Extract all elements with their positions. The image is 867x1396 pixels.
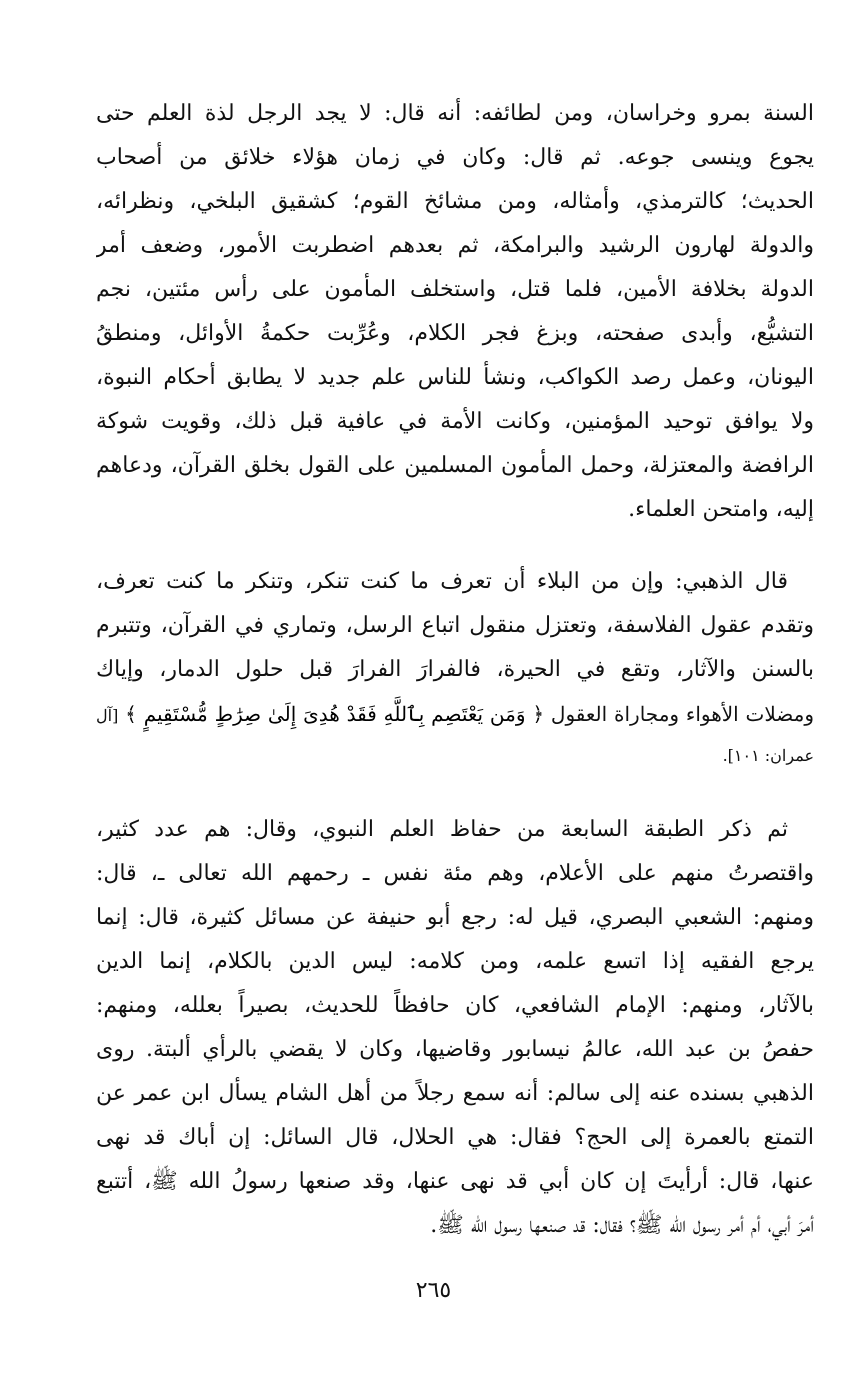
text-line: حفصُ بن عبد الله، عالمُ نيسابور وقاضيها، وكان لا يقضي بالرأي ألبتة. روى [96, 1037, 814, 1062]
text-line: التشيُّع، وأبدى صفحته، وبزغ فجر الكلام، وعُرِّبت حكمةُ الأوائل، ومنطقُ [96, 321, 814, 346]
text-line: الحديث؛ كالترمذي، وأمثاله، ومن مشائخ القوم؛ كشقيق البلخي، ونظرائه، [96, 189, 814, 214]
line-text: ومضلات الأهواء ومجاراة العقول [550, 702, 814, 726]
text-line: بالآثار، ومنهم: الإمام الشافعي، كان حافظاً للحديث، بصيراً بعلله، ومنهم: [96, 993, 814, 1018]
text-line: ومنهم: الشعبي البصري، قيل له: رجع أبو حنيفة عن مسائل كثيرة، قال: إنما [96, 905, 814, 930]
text-line: بالسنن والآثار، وتقع في الحيرة، فالفرارَ الفرارَ قبل حلول الدمار، وإياك [96, 657, 814, 682]
paragraph-1 [96, 92, 814, 532]
text-line: التمتع بالعمرة إلى الحج؟ فقال: هي الحلال، قال السائل: إن أباك قد نهى [96, 1125, 814, 1150]
page-number: ٢٦٥ [415, 1278, 452, 1303]
paragraph-2 [96, 560, 814, 776]
text-line: إليه، وامتحن العلماء. [628, 497, 814, 522]
text-line: ثم ذكر الطبقة السابعة من حفاظ العلم النبوي، وقال: هم عدد كثير، [96, 817, 788, 842]
text-line: والدولة لهارون الرشيد والبرامكة، ثم بعدهم اضطربت الأمور، وضعف أمر [96, 233, 814, 258]
citation-start: [آل [96, 706, 119, 725]
citation-end: عمران: ١٠١]. [722, 746, 814, 765]
text-line: الرافضة والمعتزلة، وحمل المأمون المسلمين على القول بخلق القرآن، ودعاهم [96, 453, 814, 478]
text-line: قال الذهبي: وإن من البلاء أن تعرف ما كنت تنكر، وتنكر ما كنت تعرف، [96, 569, 788, 594]
paragraph-3 [96, 808, 814, 1248]
text-line: ولا يوافق توحيد المؤمنين، وكانت الأمة في عافية قبل ذلك، وقويت شوكة [96, 409, 814, 434]
text-line: الذهبي بسنده عنه إلى سالم: أنه سمع رجلاً من أهل الشام يسأل ابن عمر عن [96, 1081, 814, 1106]
text-line: وتقدم عقول الفلاسفة، وتعتزل منقول اتباع الرسل، وتماري في القرآن، وتتبرم [96, 613, 814, 638]
text-line-with-verse [96, 692, 814, 736]
text-line: عنها، قال: أرأيتَ إن كان أبي قد نهى عنها، وقد صنعها رسولُ الله ﷺ، أتتبع [96, 1169, 814, 1194]
text-line: واقتصرتُ منهم على الأعلام، وهم مئة نفس ـ رحمهم الله تعالى ـ، قال: [96, 861, 814, 886]
text-line: يجوع وينسى جوعه. ثم قال: وكان في زمان هؤلاء خلائق من أصحاب [96, 145, 814, 170]
text-line: أمرَ أبي، أم أمر رسول الله ﷺ؟ فقال: قد صنعها رسول الله ﷺ. [430, 1213, 814, 1238]
text-line: الدولة بخلافة الأمين، فلما قتل، واستخلف المأمون على رأس مئتين، نجم [96, 277, 814, 302]
text-line: اليونان، وعمل رصد الكواكب، ونشأ للناس علم جديد لا يطابق أحكام النبوة، [96, 365, 814, 390]
text-line: يرجع الفقيه إذا اتسع علمه، ومن كلامه: ليس الدين بالكلام، إنما الدين [96, 949, 814, 974]
quran-verse: ﴿ وَمَن يَعْتَصِم بِٱللَّهِ فَقَدْ هُدِىَ إِلَىٰ صِرَٰطٍ مُّسْتَقِيمٍ ﴾ [125, 702, 545, 726]
text-line: السنة بمرو وخراسان، ومن لطائفه: أنه قال: لا يجد الرجل لذة العلم حتى [96, 101, 814, 126]
